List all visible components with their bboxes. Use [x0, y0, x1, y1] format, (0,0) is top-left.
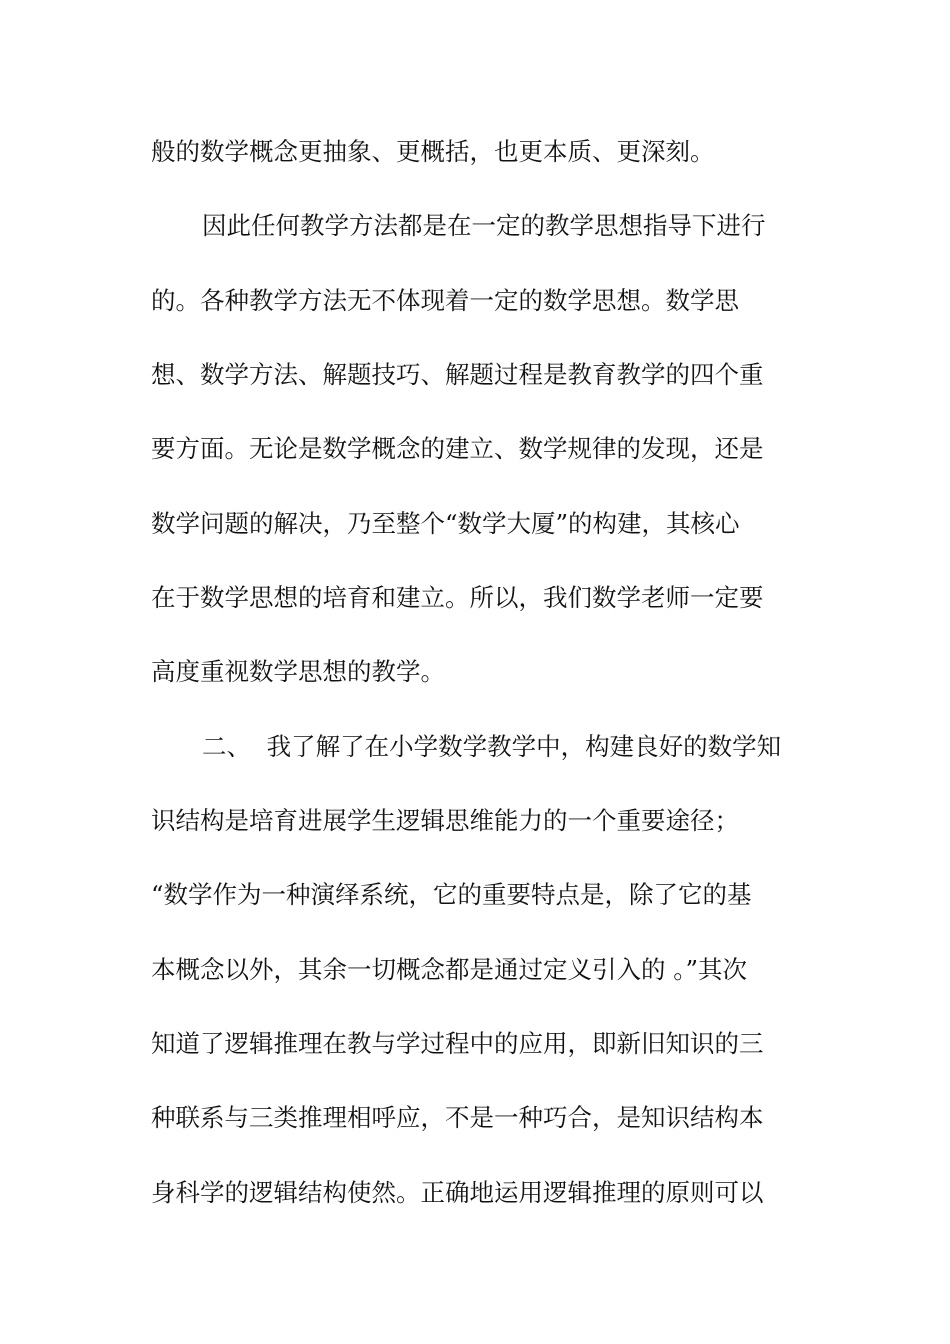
- quote-line: 本概念以外，其余一切概念都是通过定义引入的 。”其次: [151, 955, 748, 984]
- text-line: 想、数学方法、解题技巧、解题过程是教育教学的四个重: [151, 360, 764, 389]
- text-line: 在于数学思想的培育和建立。所以，我们数学老师一定要: [151, 583, 764, 612]
- text-line: 般的数学概念更抽象、更概括，也更本质、更深刻。: [151, 137, 715, 166]
- paragraph-start-line: 因此任何教学方法都是在一定的教学思想指导下进行: [202, 211, 766, 240]
- section-heading-line: 二、 我了解了在小学数学教学中，构建良好的数学知: [202, 732, 782, 761]
- text-line: 的。各种教学方法无不体现着一定的数学思想。数学思: [151, 286, 739, 315]
- text-line: 种联系与三类推理相呼应，不是一种巧合，是知识结构本: [151, 1103, 764, 1132]
- text-line: 要方面。无论是数学概念的建立、数学规律的发现，还是: [151, 434, 764, 463]
- text-line: 知道了逻辑推理在教与学过程中的应用，即新旧知识的三: [151, 1029, 764, 1058]
- quote-line: “数学作为一种演绎系统，它的重要特点是，除了它的基: [151, 880, 752, 909]
- text-line: 识结构是培育进展学生逻辑思维能力的一个重要途径；: [151, 806, 739, 835]
- text-line: 高度重视数学思想的教学。: [151, 657, 445, 686]
- text-line: 身科学的逻辑结构使然。正确地运用逻辑推理的原则可以: [151, 1178, 764, 1207]
- text-line: 数学问题的解决，乃至整个“数学大厦”的构建，其核心: [151, 509, 740, 538]
